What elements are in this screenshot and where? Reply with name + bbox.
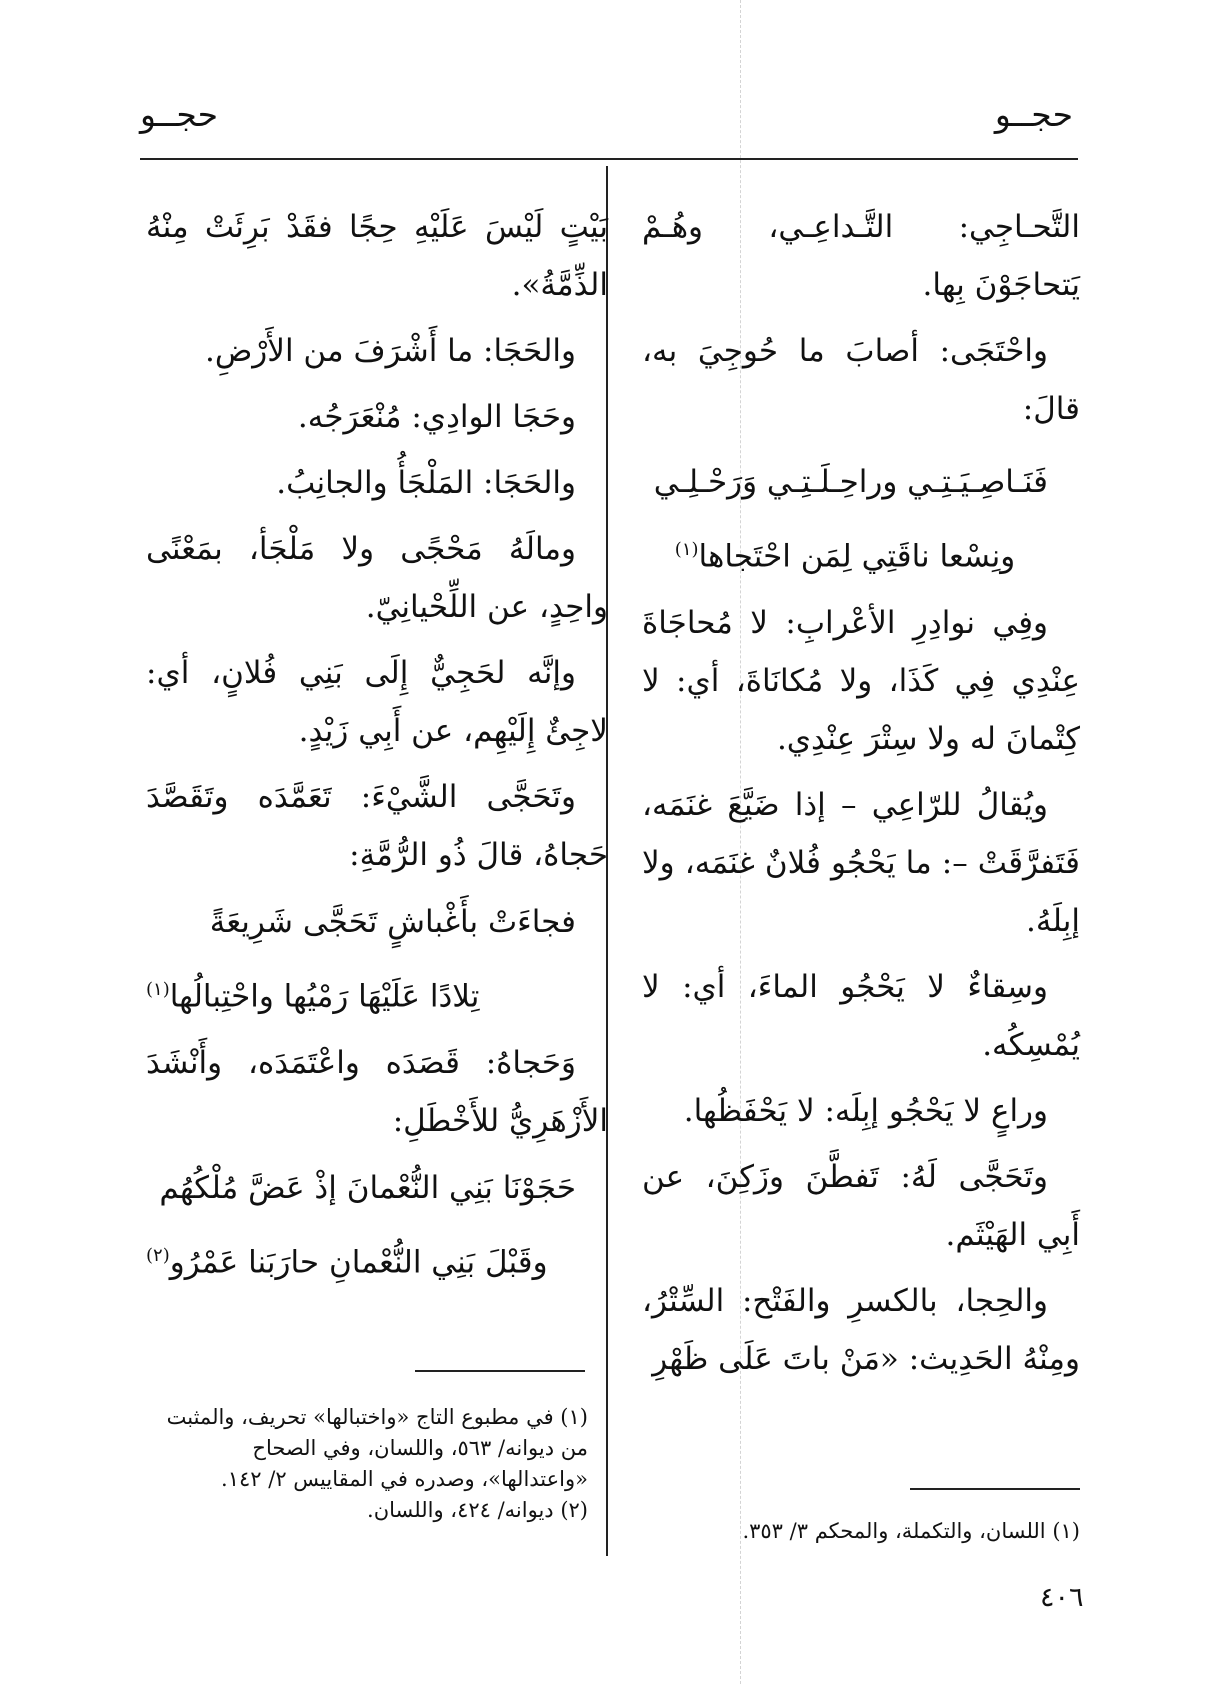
entry-paragraph: وفِي نوادِرِ الأعْرابِ: لا مُحاجَاةَ عِنْدِي فِي كَذَا، ولا مُكانَاةَ، أي: لا كِتْمانَ له ولا سِتْرَ عِنْدِي. [642,605,1080,758]
verse-text: وقَبْلَ بَنِي النُّعْمانِ حارَبَنا عَمْرُو [169,1244,548,1281]
footnote-rule-right [910,1488,1080,1490]
entry-paragraph: وتَحَجَّى لَهُ: تَفطَّنَ وزَكِنَ، عن أَبِي الهَيْثَم. [642,1159,1080,1254]
verse-line: حَجَوْنَا بَنِي النُّعْمانَ إذْ عَضَّ مُلْكُهُم [159,1170,576,1207]
entry-paragraph: والحِجا، بالكسرِ والفَتْح: السِّتْرُ، ومِنْهُ الحَدِيث: «مَنْ باتَ عَلَى ظَهْرِ [642,1283,1080,1378]
running-header-left: حجــو [140,95,219,134]
verse-line [146,960,608,1026]
page-number: ٤٠٦ [1040,1582,1084,1613]
entry-paragraph: وتَحَجَّى الشَّيْءَ: تَعَمَّدَه وتَقَصَّدَ حَجاهُ، قالَ ذُو الرُّمَّةِ: [146,779,608,873]
footnote-marker: (١) [146,979,170,1000]
verse-line: فَنَـاصِـيَـتِـي وراحِـلَـتِـي وَرَحْـلِـي [653,464,1048,500]
footnotes-right [642,1516,1080,1547]
verse-line: فجاءَتْ بأَغْباشٍ تَحَجَّى شَرِيعَةً [209,904,576,940]
right-column [642,198,1080,1396]
footnote-marker: (١) [674,539,699,560]
entry-paragraph: التَّحـاجِي: التَّـداعِـي، وهُـمْ يَتحاجَوْنَ بِها. [642,209,1080,303]
header-rule [140,158,1078,160]
entry-paragraph: وحَجَا الوادِي: مُنْعَرَجُه. [297,399,576,435]
entry-paragraph: والحَجَا: المَلْجَأُ والجانِبُ. [276,465,576,501]
verse-line [642,520,1080,586]
footnotes-left [143,1402,588,1526]
footnote: (٢) ديوانه/ ٤٢٤، واللسان. [367,1498,588,1522]
footnote-rule-left [415,1370,585,1372]
entry-paragraph: ويُقالُ للرّاعِي – إذا ضَيَّعَ غنَمَه، فَتَفرَّقَتْ –: ما يَحْجُو فُلانٌ غنَمَه، ولا إبِلَهُ. [642,787,1080,940]
entry-paragraph: واحْتَجَى: أصابَ ما حُوجِيَ به، قالَ: [642,333,1080,427]
verse-text: ونِسْعا ناقَتِي لِمَن احْتَجاها [698,538,1016,575]
entry-paragraph: بَيْتٍ لَيْسَ عَلَيْهِ حِجًا فقَدْ بَرِئَتْ مِنْهُ الذِّمَّةُ». [146,209,608,303]
entry-paragraph: وسِقاءٌ لا يَحْجُو الماءَ، أي: لا يُمْسِكُه. [642,969,1080,1064]
footnote-marker: (٢) [146,1245,170,1267]
verse-text: تِلادًا عَلَيْهَا رَمْيُها واحْتِبالُها [169,978,480,1015]
entry-paragraph: والحَجَا: ما أَشْرَفَ من الأَرْضِ. [204,333,576,369]
running-header-right: حجــو [994,95,1073,134]
left-column [146,198,608,1301]
verse-line [146,1226,608,1292]
footnote: (١) في مطبوع التاج «واختبالها» تحريف، والمثبت من ديوانه/ ٥٦٣، واللسان، وفي الصحاح «واعتدالها»، وصدره في المقاييس ٢/ ١٤٢. [166,1405,588,1491]
entry-paragraph: وراعٍ لا يَحْجُو إبِلَه: لا يَحْفَظُها. [683,1093,1048,1130]
footnote: (١) اللسان، والتكملة، والمحكم ٣/ ٣٥٣. [742,1519,1080,1543]
entry-paragraph: وإنَّه لحَجِيٌّ إِلَى بَنِي فُلانٍ، أي: لاجِئٌ إِلَيْهِم، عن أَبِي زَيْدٍ. [146,655,608,749]
entry-paragraph: ومالَهُ مَحْجًى ولا مَلْجَأ، بمَعْنًى واحِدٍ، عن اللِّحْيانِيّ. [146,531,608,625]
entry-paragraph: وَحَجاهُ: قَصَدَه واعْتَمَدَه، وأَنْشَدَ الأَزْهَرِيُّ للأَخْطَلِ: [146,1045,608,1140]
